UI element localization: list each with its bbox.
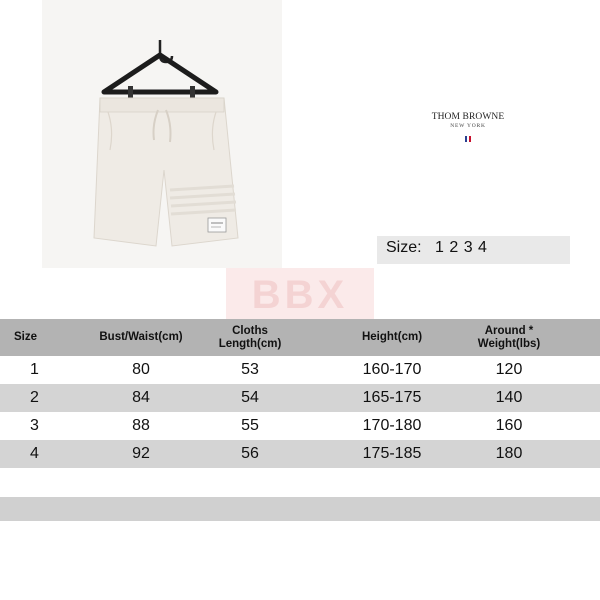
cell-length: 55 <box>241 417 259 434</box>
watermark: BBX <box>226 268 374 322</box>
size-values: 1 2 3 4 <box>435 239 487 256</box>
table-row <box>0 384 600 412</box>
cell-size: 4 <box>30 445 39 462</box>
cell-weight: 120 <box>495 361 523 378</box>
tricolor-flag-icon <box>465 136 471 142</box>
size-chart-table <box>0 319 600 468</box>
table-row <box>0 412 600 440</box>
cell-weight: 160 <box>495 417 523 434</box>
header-length: Cloths Length(cm) <box>218 324 282 350</box>
header-height: Height(cm) <box>361 331 423 343</box>
cell-size: 2 <box>30 389 39 406</box>
cell-bust-waist: 88 <box>132 417 150 434</box>
cell-bust-waist: 92 <box>132 445 150 462</box>
cell-weight: 180 <box>495 445 523 462</box>
brand-name: THOM BROWNE <box>431 112 505 122</box>
footer-band <box>0 497 600 521</box>
cell-size: 1 <box>30 361 39 378</box>
cell-length: 56 <box>241 445 259 462</box>
cell-bust-waist: 80 <box>132 361 150 378</box>
size-label: Size: <box>386 239 422 256</box>
cell-bust-waist: 84 <box>132 389 150 406</box>
header-size: Size <box>14 331 38 343</box>
brand-logo <box>420 112 516 147</box>
cell-height: 165-175 <box>362 389 422 406</box>
table-row <box>0 440 600 468</box>
header-weight: Around * Weight(lbs) <box>477 324 541 350</box>
table-row <box>0 356 600 384</box>
cell-size: 3 <box>30 417 39 434</box>
product-photo <box>42 0 282 268</box>
cell-height: 170-180 <box>362 417 422 434</box>
table-header <box>0 319 600 356</box>
cell-weight: 140 <box>495 389 523 406</box>
shorts-illustration <box>42 0 282 268</box>
brand-city: NEW YORK <box>450 123 486 129</box>
cell-height: 175-185 <box>362 445 422 462</box>
size-banner <box>377 236 570 264</box>
cell-length: 54 <box>241 389 259 406</box>
cell-length: 53 <box>241 361 259 378</box>
header-bust-waist: Bust/Waist(cm) <box>99 331 183 343</box>
cell-height: 160-170 <box>362 361 422 378</box>
